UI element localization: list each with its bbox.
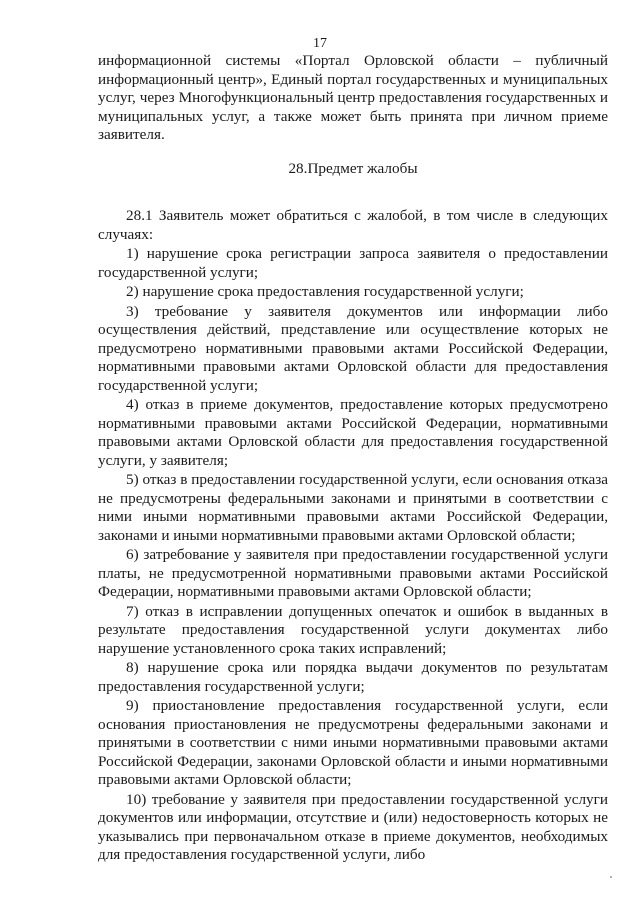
paragraph-28-1: 28.1 Заявитель может обратиться с жалобой, в том числе в следующих случаях: bbox=[98, 207, 608, 243]
list-item-5: 5) отказ в предоставлении государственной услуги, если основания отказа не предусмотрены федеральными законами и принятыми в соответствии с ними иными нормативными правовыми актами Российской Федерации, законами и иными нормативными правовыми актами Орловской области; bbox=[98, 471, 608, 544]
list-item-3: 3) требование у заявителя документов или информации либо осуществления действий, представление или осуществление которых не предусмотрено нормативными правовыми актами Российской Федерации, нормативными правовыми актами Орловской области для предоставления государственной услуги; bbox=[98, 302, 608, 394]
section-title: 28.Предмет жалобы bbox=[288, 160, 418, 177]
section-body bbox=[98, 207, 608, 866]
list-item-7: 7) отказ в исправлении допущенных опечаток и ошибок в выданных в результате предоставления государственной услуги документах либо нарушение установленного срока таких исправлений; bbox=[98, 602, 608, 657]
list-item-9: 9) приостановление предоставления государственной услуги, если основания приостановления не предусмотрены федеральными законами и принятыми в соответствии с ними иными нормативными правовыми актами Российской Федерации, законами Орловской области и иными нормативными правовыми актами Орловской области; bbox=[98, 697, 608, 788]
scan-artifact bbox=[610, 876, 612, 878]
list-item-4: 4) отказ в приеме документов, предоставление которых предусмотрено нормативными правовыми актами Российской Федерации, нормативными правовыми актами Орловской области для предоставления государственной услуги, у заявителя; bbox=[98, 396, 608, 469]
list-item-1: 1) нарушение срока регистрации запроса заявителя о предоставлении государственной услуги; bbox=[98, 245, 608, 281]
list-item-2: 2) нарушение срока предоставления государственной услуги; bbox=[126, 283, 524, 300]
list-item-10: 10) требование у заявителя при предоставлении государственной услуги документов или информации, отсутствие и (или) недостоверность которых не указывались при первоначальном отказе в приеме документов, необходимых для предоставления государственной услуги, либо bbox=[98, 790, 608, 863]
page-number: 17 bbox=[313, 36, 327, 51]
list-item-8: 8) нарушение срока или порядка выдачи документов по результатам предоставления государственной услуги; bbox=[98, 659, 608, 695]
list-item-6: 6) затребование у заявителя при предоставлении государственной услуги платы, не предусмотренной нормативными правовыми актами Российской Федерации, нормативными правовыми актами Орловской области; bbox=[98, 546, 608, 600]
intro-paragraph: информационной системы «Портал Орловской области – публичный информационный центр», Единый портал государственных и муниципальных услуг, через Многофункциональный центр предоставления государственных и муниципальных услуг, а также может быть принята при личном приеме заявителя. bbox=[98, 52, 608, 143]
